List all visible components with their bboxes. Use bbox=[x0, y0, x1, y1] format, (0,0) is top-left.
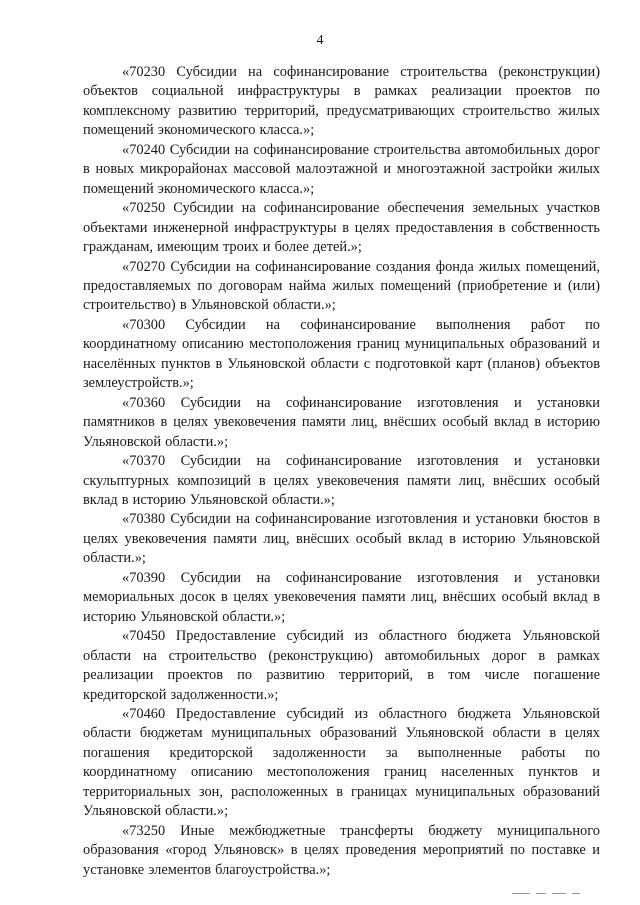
budget-code-paragraph: «70240 Субсидии на софинансирование строительства автомобильных дорог в новых микрорайонах массовой малоэтажной и многоэтажной застройки жилых помещений экономического класса.»; bbox=[83, 141, 600, 197]
document-body bbox=[83, 63, 600, 880]
page-number: 4 bbox=[316, 33, 324, 48]
budget-code-paragraph: «70360 Субсидии на софинансирование изготовления и установки памятников в целях увековечения памяти лиц, внёсших особый вклад в историю Ульяновской области.»; bbox=[83, 394, 600, 450]
footer-scan-mark bbox=[0, 885, 640, 905]
budget-code-paragraph: «70390 Субсидии на софинансирование изготовления и установки мемориальных досок в целях увековечения памяти лиц, внёсших особый вклад в историю Ульяновской области.»; bbox=[83, 569, 600, 625]
budget-code-paragraph: «70300 Субсидии на софинансирование выполнения работ по координатному описанию местоположения границ муниципальных образований и населённых пунктов в Ульяновской области с подготовкой карт (планов) объектов землеустройств.»; bbox=[83, 316, 600, 392]
budget-code-paragraph: «70450 Предоставление субсидий из областного бюджета Ульяновской области на строительство (реконструкцию) автомобильных дорог в рамках реализации проектов по развитию территорий, в том числе погашение кредиторской задолженности.»; bbox=[83, 628, 600, 703]
budget-code-paragraph: «73250 Иные межбюджетные трансферты бюджету муниципального образования «город Ульяновск» в целях проведения мероприятий по поставке и установке элементов благоустройства.»; bbox=[83, 822, 600, 878]
footer-dash bbox=[572, 893, 580, 894]
footer-dash bbox=[512, 893, 530, 894]
budget-code-paragraph: «70250 Субсидии на софинансирование обеспечения земельных участков объектами инженерной инфраструктуры в целях предоставления в собственность гражданам, имеющим троих и более детей.»; bbox=[83, 200, 600, 256]
budget-code-paragraph: «70270 Субсидии на софинансирование создания фонда жилых помещений, предоставляемых по договорам найма жилых помещений (приобретение и (или) строительство) в Ульяновской области.»; bbox=[83, 258, 600, 314]
budget-code-paragraph: «70370 Субсидии на софинансирование изготовления и установки скульптурных композиций в целях увековечения памяти лиц, внёсших особый вклад в историю Ульяновской области.»; bbox=[83, 453, 600, 508]
footer-dash bbox=[552, 893, 566, 894]
budget-code-paragraph: «70230 Субсидии на софинансирование строительства (реконструкции) объектов социальной инфраструктуры в рамках реализации проектов по комплексному развитию территорий, предусматривающих строительство жилых помещений экономического класса.»; bbox=[83, 64, 600, 139]
budget-code-paragraph: «70460 Предоставление субсидий из областного бюджета Ульяновской области бюджетам муниципальных образований Ульяновской области в целях погашения кредиторской задолженности за выполненные работы по координатному описанию местоположения границ населенных пунктов и территориальных зон, расположенных в границах муниципальных образований Ульяновской области.»; bbox=[83, 705, 600, 820]
budget-code-paragraph: «70380 Субсидии на софинансирование изготовления и установки бюстов в целях увековечения памяти лиц, внёсших особый вклад в историю Ульяновской области.»; bbox=[83, 511, 600, 567]
footer-dash bbox=[536, 893, 546, 894]
